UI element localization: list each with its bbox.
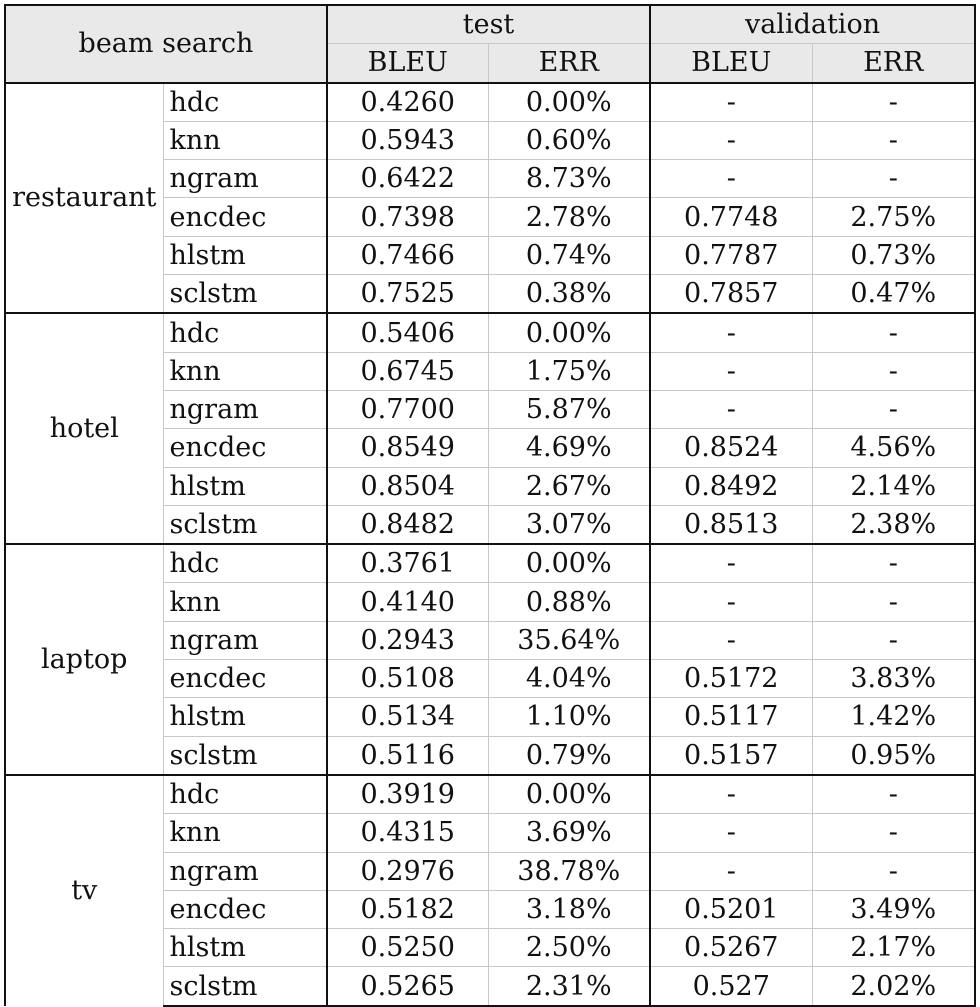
test-bleu-cell: 0.7525 <box>327 275 488 314</box>
model-name: knn <box>163 583 327 621</box>
model-name: sclstm <box>163 275 327 314</box>
test-bleu-cell: 0.4260 <box>327 83 488 122</box>
header-validation: validation <box>650 5 975 44</box>
test-bleu-cell: 0.7398 <box>327 198 488 236</box>
test-bleu-cell: 0.5406 <box>327 313 488 352</box>
test-err-cell: 4.69% <box>488 429 650 467</box>
validation-err-cell: - <box>812 583 975 621</box>
test-err-cell: 0.60% <box>488 121 650 159</box>
test-err-cell: 0.00% <box>488 544 650 583</box>
validation-err-cell: - <box>812 121 975 159</box>
header-test: test <box>327 5 650 44</box>
validation-err-cell: 3.49% <box>812 890 975 928</box>
test-err-cell: 3.18% <box>488 890 650 928</box>
validation-err-cell: - <box>812 160 975 198</box>
validation-err-cell: 2.14% <box>812 467 975 505</box>
test-bleu-cell: 0.8504 <box>327 467 488 505</box>
test-err-cell: 5.87% <box>488 390 650 428</box>
domain-label: hotel <box>5 313 163 544</box>
model-name: hdc <box>163 313 327 352</box>
test-err-cell: 0.00% <box>488 313 650 352</box>
model-name: knn <box>163 352 327 390</box>
test-err-cell: 0.38% <box>488 275 650 314</box>
validation-bleu-cell: - <box>650 852 812 890</box>
validation-bleu-cell: - <box>650 352 812 390</box>
domain-label: tv <box>5 775 163 1006</box>
validation-err-cell: - <box>812 544 975 583</box>
validation-bleu-cell: - <box>650 544 812 583</box>
validation-err-cell: 2.02% <box>812 967 975 1006</box>
model-name: hdc <box>163 83 327 122</box>
model-name: hlstm <box>163 236 327 274</box>
test-err-cell: 4.04% <box>488 660 650 698</box>
validation-bleu-cell: 0.8524 <box>650 429 812 467</box>
validation-bleu-cell: 0.7857 <box>650 275 812 314</box>
header-beam-search: beam search <box>5 5 327 83</box>
model-name: hlstm <box>163 698 327 736</box>
validation-bleu-cell: - <box>650 814 812 852</box>
validation-bleu-cell: 0.5172 <box>650 660 812 698</box>
validation-err-cell: 4.56% <box>812 429 975 467</box>
validation-err-cell: - <box>812 852 975 890</box>
test-bleu-cell: 0.5108 <box>327 660 488 698</box>
model-name: sclstm <box>163 967 327 1006</box>
validation-bleu-cell: - <box>650 121 812 159</box>
model-name: knn <box>163 121 327 159</box>
test-bleu-cell: 0.8549 <box>327 429 488 467</box>
test-bleu-cell: 0.3919 <box>327 775 488 814</box>
test-err-cell: 3.69% <box>488 814 650 852</box>
validation-err-cell: - <box>812 83 975 122</box>
test-err-cell: 1.75% <box>488 352 650 390</box>
domain-label: restaurant <box>5 83 163 314</box>
validation-err-cell: - <box>812 390 975 428</box>
validation-bleu-cell: 0.7787 <box>650 236 812 274</box>
test-err-cell: 2.31% <box>488 967 650 1006</box>
test-bleu-cell: 0.6745 <box>327 352 488 390</box>
model-name: hlstm <box>163 467 327 505</box>
model-name: knn <box>163 814 327 852</box>
validation-bleu-cell: - <box>650 160 812 198</box>
validation-err-cell: - <box>812 352 975 390</box>
validation-err-cell: 3.83% <box>812 660 975 698</box>
validation-err-cell: 1.42% <box>812 698 975 736</box>
test-err-cell: 8.73% <box>488 160 650 198</box>
validation-bleu-cell: 0.8513 <box>650 505 812 544</box>
test-err-cell: 35.64% <box>488 621 650 659</box>
validation-bleu-cell: 0.5267 <box>650 929 812 967</box>
table-row <box>5 544 975 583</box>
validation-bleu-cell: - <box>650 583 812 621</box>
validation-err-cell: - <box>812 814 975 852</box>
validation-err-cell: 0.73% <box>812 236 975 274</box>
model-name: encdec <box>163 198 327 236</box>
validation-err-cell: - <box>812 775 975 814</box>
validation-bleu-cell: 0.5157 <box>650 736 812 775</box>
model-name: sclstm <box>163 736 327 775</box>
table-row <box>5 775 975 814</box>
test-err-cell: 2.78% <box>488 198 650 236</box>
model-name: hdc <box>163 775 327 814</box>
validation-bleu-cell: - <box>650 83 812 122</box>
model-name: hlstm <box>163 929 327 967</box>
test-bleu-cell: 0.3761 <box>327 544 488 583</box>
validation-err-cell: 0.95% <box>812 736 975 775</box>
results-table <box>4 4 976 1007</box>
test-bleu-cell: 0.7466 <box>327 236 488 274</box>
test-err-cell: 0.88% <box>488 583 650 621</box>
validation-bleu-cell: - <box>650 775 812 814</box>
test-err-cell: 2.67% <box>488 467 650 505</box>
table-row <box>5 83 975 122</box>
test-err-cell: 0.79% <box>488 736 650 775</box>
model-name: ngram <box>163 852 327 890</box>
test-bleu-cell: 0.8482 <box>327 505 488 544</box>
test-err-cell: 0.00% <box>488 775 650 814</box>
test-bleu-cell: 0.5134 <box>327 698 488 736</box>
test-bleu-cell: 0.4140 <box>327 583 488 621</box>
model-name: ngram <box>163 621 327 659</box>
validation-bleu-cell: - <box>650 621 812 659</box>
test-bleu-cell: 0.5250 <box>327 929 488 967</box>
validation-err-cell: - <box>812 313 975 352</box>
domain-label: laptop <box>5 544 163 775</box>
test-bleu-cell: 0.7700 <box>327 390 488 428</box>
table-header <box>5 5 975 83</box>
validation-err-cell: 0.47% <box>812 275 975 314</box>
header-validation-bleu: BLEU <box>650 44 812 83</box>
test-err-cell: 1.10% <box>488 698 650 736</box>
model-name: ngram <box>163 390 327 428</box>
test-err-cell: 0.74% <box>488 236 650 274</box>
test-bleu-cell: 0.6422 <box>327 160 488 198</box>
model-name: encdec <box>163 429 327 467</box>
table-body <box>5 83 975 1006</box>
model-name: hdc <box>163 544 327 583</box>
validation-err-cell: - <box>812 621 975 659</box>
test-bleu-cell: 0.2976 <box>327 852 488 890</box>
validation-bleu-cell: 0.7748 <box>650 198 812 236</box>
test-bleu-cell: 0.2943 <box>327 621 488 659</box>
test-bleu-cell: 0.5265 <box>327 967 488 1006</box>
header-test-err: ERR <box>488 44 650 83</box>
validation-bleu-cell: 0.527 <box>650 967 812 1006</box>
model-name: encdec <box>163 660 327 698</box>
test-err-cell: 0.00% <box>488 83 650 122</box>
test-err-cell: 38.78% <box>488 852 650 890</box>
header-validation-err: ERR <box>812 44 975 83</box>
validation-err-cell: 2.75% <box>812 198 975 236</box>
model-name: encdec <box>163 890 327 928</box>
test-bleu-cell: 0.5116 <box>327 736 488 775</box>
validation-bleu-cell: 0.5117 <box>650 698 812 736</box>
test-bleu-cell: 0.5943 <box>327 121 488 159</box>
model-name: sclstm <box>163 505 327 544</box>
test-err-cell: 2.50% <box>488 929 650 967</box>
validation-bleu-cell: - <box>650 313 812 352</box>
validation-bleu-cell: - <box>650 390 812 428</box>
header-test-bleu: BLEU <box>327 44 488 83</box>
validation-err-cell: 2.17% <box>812 929 975 967</box>
header-row-groups <box>5 5 975 44</box>
test-err-cell: 3.07% <box>488 505 650 544</box>
validation-bleu-cell: 0.5201 <box>650 890 812 928</box>
table-row <box>5 313 975 352</box>
validation-bleu-cell: 0.8492 <box>650 467 812 505</box>
test-bleu-cell: 0.4315 <box>327 814 488 852</box>
validation-err-cell: 2.38% <box>812 505 975 544</box>
test-bleu-cell: 0.5182 <box>327 890 488 928</box>
model-name: ngram <box>163 160 327 198</box>
